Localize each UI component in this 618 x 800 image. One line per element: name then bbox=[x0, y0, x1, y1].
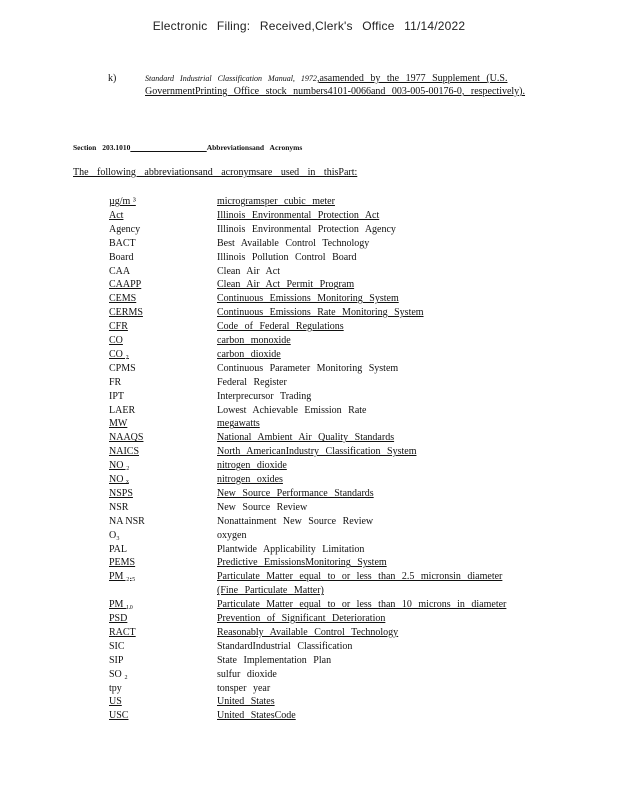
acronym: CPMS bbox=[109, 362, 136, 374]
acronym-definition: Continuous Emissions Monitoring System bbox=[217, 293, 399, 305]
acronym: CO ₂ bbox=[109, 348, 129, 360]
acronym-definition: State Implementation Plan bbox=[217, 654, 332, 666]
acronym: SIP bbox=[109, 654, 124, 666]
acronym-definition: nitrogen dioxide bbox=[217, 460, 287, 472]
intro-text: The following abbreviationsand acronymsare used in thisPart: bbox=[73, 167, 358, 178]
acronym: Agency bbox=[109, 223, 141, 235]
acronym-definition: Illinois Environmental Protection Act bbox=[217, 209, 380, 221]
acronym-definition: Code of Federal Regulations bbox=[217, 321, 344, 333]
acronym-definition: North AmericanIndustry Classification System bbox=[217, 446, 417, 458]
acronym-definition: Continuous Emissions Rate Monitoring System bbox=[217, 307, 424, 319]
acronym: NO ₓ bbox=[109, 474, 129, 485]
acronym: SO ₂ bbox=[109, 668, 128, 680]
acronym-definition: Particulate Matter equal to or less than 10 microns in diameter bbox=[217, 599, 507, 611]
section-heading bbox=[73, 143, 302, 152]
acronym-definition: Reasonably Available Control Technology bbox=[217, 626, 399, 638]
acronym-definition: National Ambient Air Quality Standards bbox=[217, 432, 395, 444]
acronym: µg/m ³ bbox=[109, 196, 136, 207]
acronym-definition: Illinois Environmental Protection Agency bbox=[217, 223, 396, 235]
acronym: SIC bbox=[109, 640, 125, 652]
acronym: CAAPP bbox=[109, 279, 142, 291]
acronym-definition: Interprecursor Trading bbox=[217, 390, 312, 402]
acronym: NAICS bbox=[109, 446, 140, 458]
filing-header: Electronic Filing: Received,Clerk's Office 11/14/2022 bbox=[152, 19, 466, 33]
acronym: PM ₂.₅ bbox=[109, 571, 136, 583]
acronym: tpy bbox=[109, 682, 122, 694]
acronym: CFR bbox=[109, 321, 128, 333]
acronym-definition: StandardIndustrial Classification bbox=[217, 640, 353, 652]
acronym: FR bbox=[109, 376, 122, 388]
acronym-definition: sulfur dioxide bbox=[217, 668, 277, 680]
acronym-definition: Continuous Parameter Monitoring System bbox=[217, 362, 399, 374]
acronym-definition: Plantwide Applicability Limitation bbox=[217, 543, 365, 555]
list-item-label: k) bbox=[108, 73, 117, 84]
acronym-definition: nitrogen oxides bbox=[217, 474, 283, 485]
acronym-definition: Nonattainment New Source Review bbox=[217, 515, 374, 527]
acronym: Act bbox=[109, 209, 124, 221]
section-title: Abbreviationsand Acronyms bbox=[206, 143, 303, 152]
acronym: USC bbox=[109, 710, 129, 722]
acronym-definition: Clean Air Act Permit Program bbox=[217, 279, 355, 291]
acronym-definition: Lowest Achievable Emission Rate bbox=[217, 404, 367, 416]
acronym-definition: tonsper year bbox=[217, 682, 271, 694]
acronym: RACT bbox=[109, 626, 136, 638]
acronym: NA NSR bbox=[109, 515, 145, 527]
section-number: Section 203.1010 bbox=[73, 143, 131, 152]
acronym-definition: United States bbox=[217, 696, 275, 708]
acronym-definition: New Source Performance Standards bbox=[217, 487, 374, 499]
acronym: PAL bbox=[109, 543, 127, 555]
manual-text: ,asamended by the 1977 Supplement (U.S. GovernmentPrinting Office stock numbers4101-0066and 003-005-00176-0, respectively). bbox=[145, 73, 526, 97]
acronym: NAAQS bbox=[109, 432, 144, 444]
list-item-body bbox=[145, 72, 530, 98]
acronym: O₃ bbox=[109, 529, 120, 541]
acronym-definition: oxygen bbox=[217, 529, 247, 541]
acronym-definition: microgramsper cubic meter bbox=[217, 196, 335, 207]
acronym: PSD bbox=[109, 613, 128, 624]
acronym: CO bbox=[109, 335, 123, 346]
acronym-definition: Federal Register bbox=[217, 376, 287, 388]
acronym: MW bbox=[109, 418, 128, 430]
acronym: CEMS bbox=[109, 293, 137, 305]
acronym-definition-continuation: (Fine Particulate Matter) bbox=[217, 585, 324, 597]
acronym-definition: carbon monoxide bbox=[217, 335, 291, 346]
acronym-definition: Predictive EmissionsMonitoring System bbox=[217, 557, 387, 569]
acronym: CERMS bbox=[109, 307, 143, 319]
acronym-definition: Prevention of Significant Deterioration bbox=[217, 613, 386, 624]
acronym-definition: Best Available Control Technology bbox=[217, 237, 370, 249]
acronym: Board bbox=[109, 251, 134, 263]
acronym: NSR bbox=[109, 501, 129, 513]
acronym: BACT bbox=[109, 237, 136, 249]
acronym: PEMS bbox=[109, 557, 136, 569]
acronym: NSPS bbox=[109, 487, 133, 499]
acronym: CAA bbox=[109, 265, 131, 277]
acronym-definition: New Source Review bbox=[217, 501, 308, 513]
acronym: IPT bbox=[109, 390, 124, 402]
acronym-definition: megawatts bbox=[217, 418, 260, 430]
acronym-definition: carbon dioxide bbox=[217, 348, 281, 360]
acronym: PM ₁₀ bbox=[109, 599, 133, 611]
acronym-definition: Particulate Matter equal to or less than 2.5 micronsin diameter bbox=[217, 571, 503, 583]
manual-title: Standard Industrial Classification Manual, 1972 bbox=[145, 74, 317, 83]
acronym-definition: United StatesCode bbox=[217, 710, 296, 722]
acronym: US bbox=[109, 696, 122, 708]
acronym: NO ₂ bbox=[109, 460, 130, 472]
acronym-definition: Clean Air Act bbox=[217, 265, 280, 277]
acronym: LAER bbox=[109, 404, 136, 416]
acronym-definition: Illinois Pollution Control Board bbox=[217, 251, 357, 263]
